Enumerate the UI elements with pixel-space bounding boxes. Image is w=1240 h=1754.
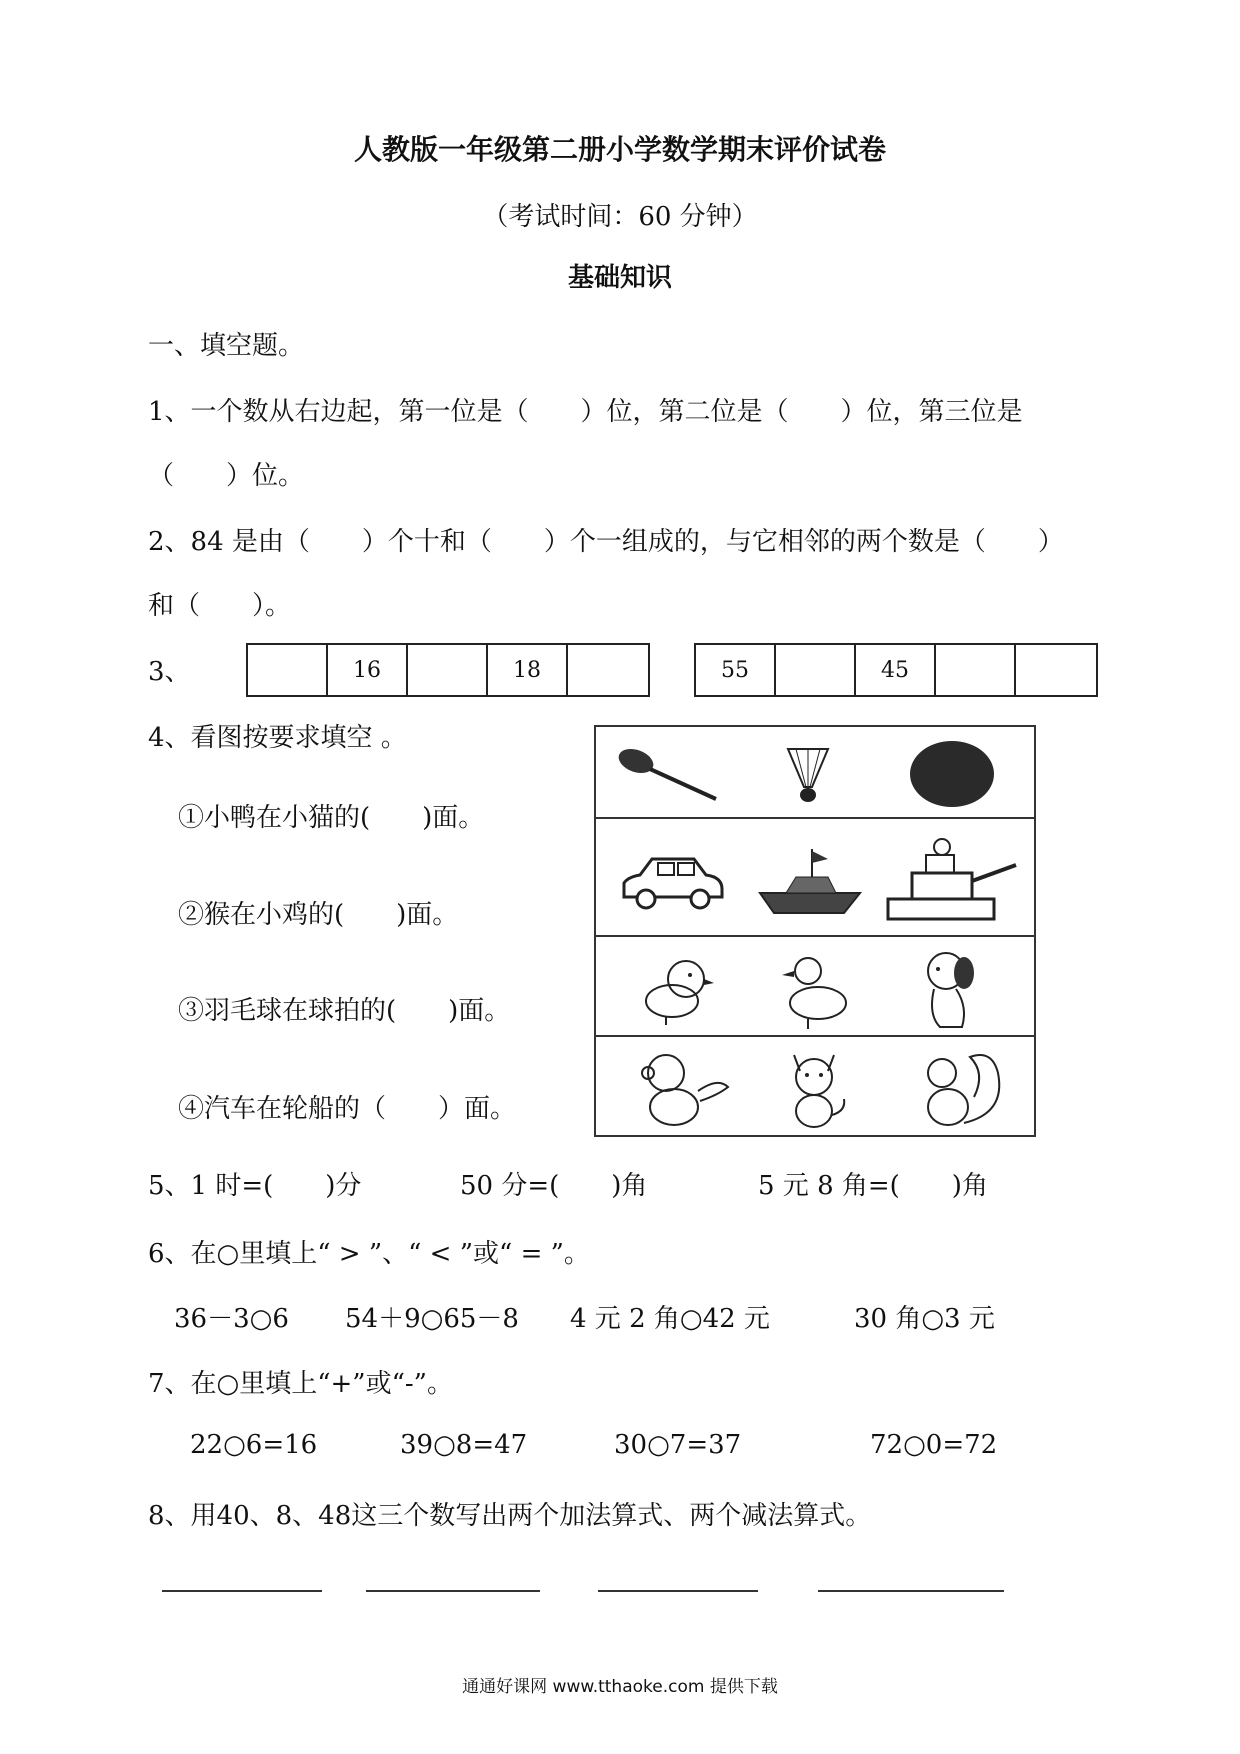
chick-icon xyxy=(636,951,716,1027)
question-7-item-4: 72○0=72 xyxy=(870,1430,998,1460)
question-3-label: 3、 xyxy=(148,657,191,687)
question-7-item-1: 22○6=16 xyxy=(190,1430,318,1460)
tank-icon xyxy=(882,829,1022,929)
answer-blank-3[interactable] xyxy=(598,1590,758,1592)
question-4-item-4: ④汽车在轮船的（ ）面。 xyxy=(178,1094,517,1124)
number-sequence-1 xyxy=(246,643,650,697)
picture-grid xyxy=(594,725,1036,1137)
exam-title: 人教版一年级第二册小学数学期末评价试卷 xyxy=(353,133,886,166)
ball-icon xyxy=(904,737,1000,811)
question-4-item-2: ②猴在小鸡的( )面。 xyxy=(178,900,459,930)
squirrel-icon xyxy=(908,1043,1008,1131)
part-heading: 一、填空题。 xyxy=(148,331,305,361)
question-4-item-1: ①小鸭在小猫的( )面。 xyxy=(178,803,485,833)
question-6-item-2: 54＋9○65－8 xyxy=(345,1304,519,1334)
picture-row-sports xyxy=(596,727,1034,819)
sequence-cell[interactable] xyxy=(936,645,1016,695)
sequence-cell: 45 xyxy=(856,645,936,695)
answer-blank-2[interactable] xyxy=(366,1590,540,1592)
sequence-cell: 18 xyxy=(488,645,568,695)
number-sequence-2 xyxy=(694,643,1098,697)
question-7-title: 7、在○里填上“+”或“-”。 xyxy=(148,1369,453,1399)
question-5-item-2: 50 分=( )角 xyxy=(460,1171,648,1201)
question-4-item-3: ③羽毛球在球拍的( )面。 xyxy=(178,996,511,1026)
racket-icon xyxy=(614,741,724,807)
question-4-title: 4、看图按要求填空 。 xyxy=(148,723,407,753)
question-7-item-2: 39○8=47 xyxy=(400,1430,528,1460)
question-7-item-3: 30○7=37 xyxy=(614,1430,742,1460)
footer-credit: 通通好课网 www.tthaoke.com 提供下载 xyxy=(462,1677,778,1697)
question-6-item-1: 36－3○6 xyxy=(174,1304,289,1334)
question-5-item-3: 5 元 8 角=( )角 xyxy=(758,1171,988,1201)
picture-row-birds xyxy=(596,937,1034,1037)
sequence-cell[interactable] xyxy=(776,645,856,695)
answer-blank-1[interactable] xyxy=(162,1590,322,1592)
question-5-item-1: 5、1 时=( )分 xyxy=(148,1171,362,1201)
question-1-line-2: （ ）位。 xyxy=(148,461,305,491)
sequence-cell: 16 xyxy=(328,645,408,695)
picture-row-animals xyxy=(596,1037,1034,1135)
car-icon xyxy=(618,849,728,919)
question-8-title: 8、用40、8、48这三个数写出两个加法算式、两个减法算式。 xyxy=(148,1501,872,1531)
puppy-icon xyxy=(906,945,986,1033)
exam-duration: （考试时间：60 分钟） xyxy=(482,202,758,232)
cat-icon xyxy=(774,1045,854,1131)
question-1-line-1: 1、一个数从右边起，第一位是（ ）位，第二位是（ ）位，第三位是 xyxy=(148,397,1023,427)
sequence-cell: 55 xyxy=(696,645,776,695)
question-2-line-1: 2、84 是由（ ）个十和（ ）个一组成的，与它相邻的两个数是（ ） xyxy=(148,527,1064,557)
question-6-item-3: 4 元 2 角○42 元 xyxy=(570,1304,770,1334)
shuttlecock-icon xyxy=(778,741,838,807)
picture-row-vehicles xyxy=(596,819,1034,937)
section-heading: 基础知识 xyxy=(567,263,672,293)
ship-icon xyxy=(756,841,866,921)
sequence-cell[interactable] xyxy=(568,645,648,695)
question-6-title: 6、在○里填上“ > ”、“ < ”或“ = ”。 xyxy=(148,1239,590,1269)
question-2-line-2: 和（ ）。 xyxy=(148,591,292,621)
monkey-icon xyxy=(634,1047,734,1131)
sequence-cell[interactable] xyxy=(1016,645,1096,695)
sequence-cell[interactable] xyxy=(248,645,328,695)
answer-blank-4[interactable] xyxy=(818,1590,1004,1592)
duck-icon xyxy=(778,951,858,1031)
sequence-cell[interactable] xyxy=(408,645,488,695)
question-6-item-4: 30 角○3 元 xyxy=(854,1304,995,1334)
